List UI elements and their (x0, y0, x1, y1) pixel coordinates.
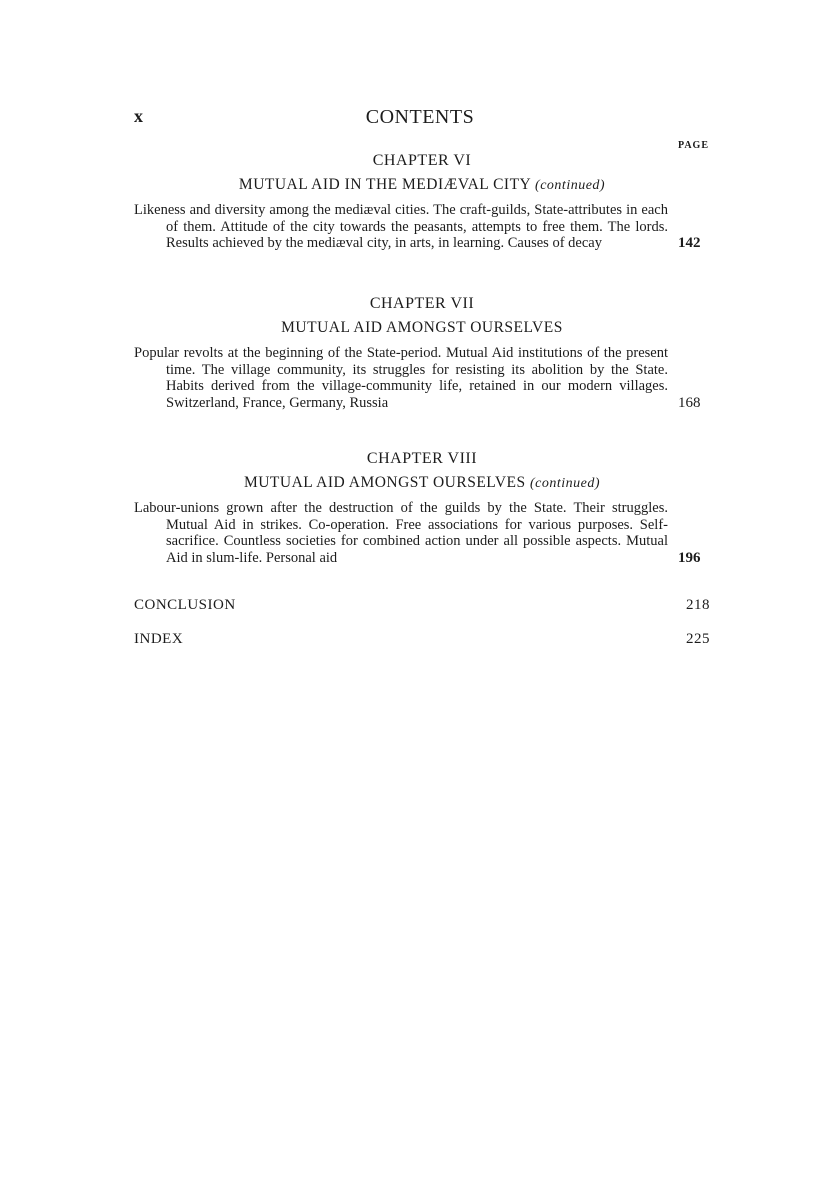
page-title: CONTENTS (365, 106, 475, 128)
chapter-number: CHAPTER VII (369, 295, 475, 312)
chapter-summary-text: Labour-unions grown after the destruction of the guilds by the State. Their struggles. Mutual Aid in strikes. Co-operation. Free associations for various purposes. Self-sacrifice. Countless societies for combined action under all possible aspects. Mutual Aid in slum-life. Personal aid (134, 500, 668, 566)
entry-page-number: 225 (686, 631, 710, 647)
chapter-title (134, 176, 710, 194)
chapter-7-entry (134, 295, 710, 411)
chapter-summary-text: Likeness and diversity among the mediæval cities. The craft-guilds, State-attributes in each of them. Attitude of the city towards the peasants, attempts to free them. The lords. Results achieved by the mediæval city, in arts, in learning. Causes of decay (134, 202, 668, 251)
chapter-title (134, 319, 710, 337)
chapter-title-text: MUTUAL AID AMONGST OURSELVES (281, 319, 563, 336)
chapter-8-entry (134, 450, 710, 566)
index-entry (134, 631, 710, 648)
page-folio: x (134, 106, 143, 126)
chapter-title-note: (continued) (535, 178, 606, 193)
conclusion-entry (134, 597, 710, 614)
entry-page-number: 218 (686, 597, 710, 613)
entry-label: CONCLUSION (134, 597, 236, 613)
chapter-title-text: MUTUAL AID IN THE MEDIÆVAL CITY (238, 176, 531, 193)
chapter-number: CHAPTER VIII (366, 450, 478, 467)
page-column-label: PAGE (677, 140, 709, 151)
chapter-summary: Popular revolts at the beginning of the State-period. Mutual Aid institutions of the present time. The village community, its struggles for resisting its abolition by the State. Habits derived from the village-community life, retained in our modern villages. Switzerland, France, Germany, Russia 168 (134, 345, 701, 411)
chapter-summary: Labour-unions grown after the destruction of the guilds by the State. Their struggles. Mutual Aid in strikes. Co-operation. Free associations for various purposes. Self-sacrifice. Countless societies for combined action under all possible aspects. Mutual Aid in slum-life. Personal aid 196 (134, 500, 701, 566)
chapter-6-entry (134, 152, 710, 252)
chapter-summary: Likeness and diversity among the mediæval cities. The craft-guilds, State-attributes in each of them. Attitude of the city towards the peasants, attempts to free them. The lords. Results achieved by the mediæval city, in arts, in learning. Causes of decay 142 (134, 202, 701, 251)
chapter-title-text: MUTUAL AID AMONGST OURSELVES (243, 474, 526, 491)
chapter-summary-text: Popular revolts at the beginning of the State-period. Mutual Aid institutions of the present time. The village community, its struggles for resisting its abolition by the State. Habits derived from the village-community life, retained in our modern villages. Switzerland, France, Germany, Russia (134, 345, 668, 411)
chapter-number: CHAPTER VI (372, 152, 472, 169)
chapter-title-note: (continued) (530, 476, 601, 491)
entry-label: INDEX (134, 631, 184, 647)
chapter-title (134, 474, 710, 492)
